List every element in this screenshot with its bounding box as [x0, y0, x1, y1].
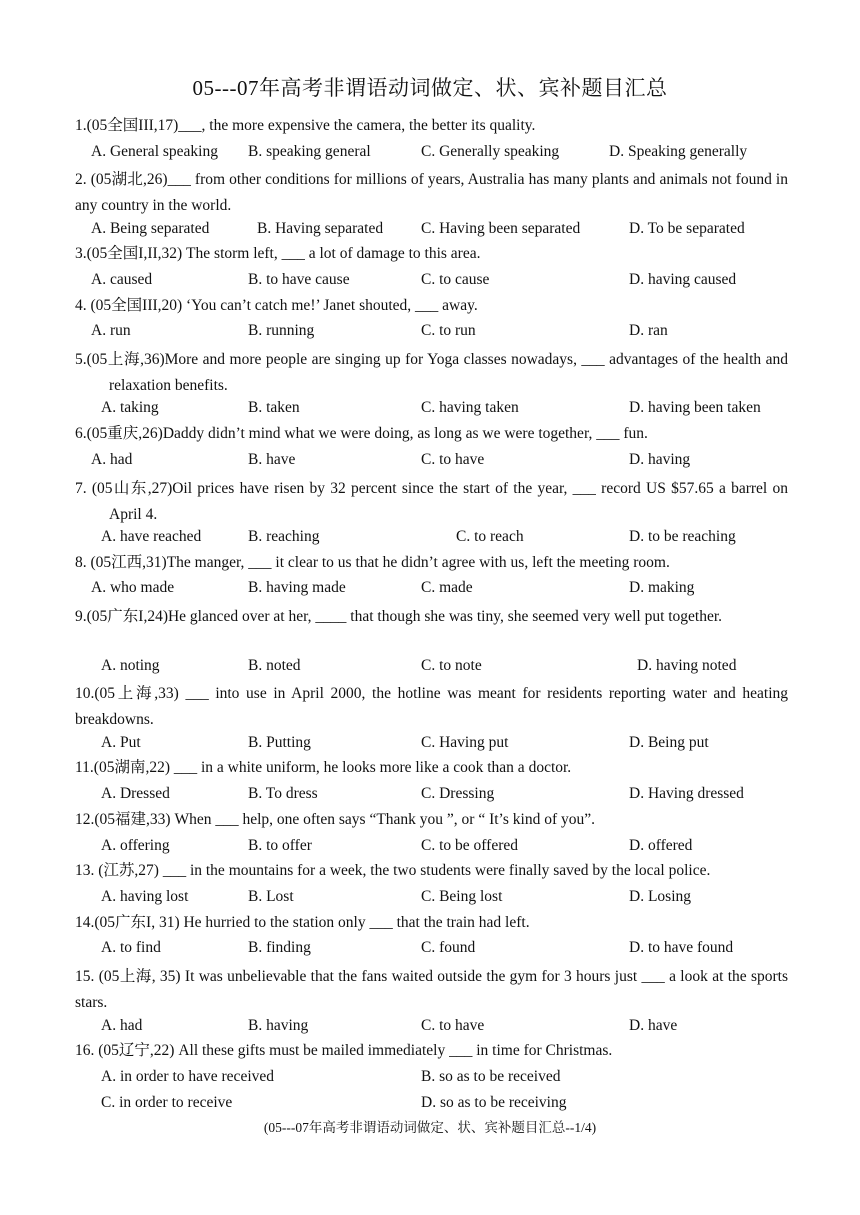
option-d: D. Being put — [629, 734, 709, 751]
option-a: A. noting — [101, 657, 160, 674]
option-a: A. Dressed — [101, 785, 170, 802]
option-b: B. having made — [248, 579, 346, 596]
page-title: 05---07年高考非谓语动词做定、状、宾补题目汇总 — [192, 76, 668, 100]
option-d: D. To be separated — [629, 220, 745, 237]
option-d: D. to be reaching — [629, 528, 736, 545]
option-c: C. Dressing — [421, 785, 495, 802]
question-stem: 11.(05湖南,22) ___ in a white uniform, he looks more like a cook than a doctor. — [75, 759, 572, 776]
option-c: C. Having been separated — [421, 220, 581, 237]
option-b: B. running — [248, 322, 315, 339]
option-b: B. so as to be received — [421, 1068, 561, 1085]
option-c: C. Being lost — [421, 888, 503, 905]
option-c: C. in order to receive — [101, 1094, 233, 1111]
option-c: C. to be offered — [421, 837, 518, 854]
option-d: D. have — [629, 1017, 678, 1034]
option-b: B. reaching — [248, 528, 320, 545]
option-b: B. to have cause — [248, 271, 350, 288]
option-d: D. Having dressed — [629, 785, 744, 802]
option-b: B. taken — [248, 399, 300, 416]
option-a: A. had — [91, 451, 133, 468]
question-stem: 13. (江苏,27) ___ in the mountains for a week, the two students were finally saved by the local police. — [75, 862, 711, 879]
option-b: B. Putting — [248, 734, 311, 751]
option-a: A. caused — [91, 271, 153, 288]
option-d: D. Losing — [629, 888, 691, 905]
option-d: D. Speaking generally — [609, 143, 748, 160]
question-stem: 9.(05广东I,24)He glanced over at her, ____ that though she was tiny, she seemed very well put together. — [75, 608, 723, 625]
option-b: B. having — [248, 1017, 309, 1034]
question-stem: 2. (05湖北,26)___ from other conditions for millions of years, Australia has many plants and animals not found in any country in the world. — [75, 171, 788, 214]
option-a: A. General speaking — [91, 143, 218, 160]
option-c: C. to run — [421, 322, 476, 339]
question-stem: 12.(05福建,33) When ___ help, one often says “Thank you ”, or “ It’s kind of you”. — [75, 811, 595, 828]
question-stem: 5.(05上海,36)More and more people are singing up for Yoga classes nowadays, ___ advantages of the health and relaxation benefits. — [75, 351, 788, 394]
question-stem: 16. (05辽宁,22) All these gifts must be mailed immediately ___ in time for Christmas. — [75, 1042, 613, 1059]
option-d: D. making — [629, 579, 695, 596]
question-stem: 6.(05重庆,26)Daddy didn’t mind what we were doing, as long as we were together, ___ fun. — [75, 425, 648, 442]
option-c: C. to reach — [456, 528, 524, 545]
question-stem: 15. (05上海, 35) It was unbelievable that the fans waited outside the gym for 3 hours just ___ a look at the sports stars. — [75, 968, 788, 1011]
option-a: A. having lost — [101, 888, 189, 905]
option-c: C. to note — [421, 657, 482, 674]
option-a: A. Put — [101, 734, 141, 751]
option-d: D. offered — [629, 837, 693, 854]
option-a: A. had — [101, 1017, 143, 1034]
page-footer: (05---07年高考非谓语动词做定、状、宾补题目汇总--1/4) — [263, 1120, 597, 1135]
option-b: B. have — [248, 451, 296, 468]
option-a: A. in order to have received — [101, 1068, 275, 1085]
option-d: D. having been taken — [629, 399, 761, 416]
question-stem: 1.(05全国III,17)___, the more expensive the camera, the better its quality. — [75, 117, 536, 134]
option-c: C. to have — [421, 1017, 485, 1034]
option-a: A. who made — [91, 579, 175, 596]
option-b: B. noted — [248, 657, 301, 674]
option-c: C. found — [421, 939, 476, 956]
option-b: B. to offer — [248, 837, 312, 854]
option-a: A. run — [91, 322, 131, 339]
option-b: B. Lost — [248, 888, 294, 905]
option-c: C. Generally speaking — [421, 143, 560, 160]
option-c: C. to cause — [421, 271, 490, 288]
option-c: C. Having put — [421, 734, 509, 751]
question-stem: 7. (05山东,27)Oil prices have risen by 32 percent since the start of the year, ___ record US $57.65 a barrel on April 4. — [75, 480, 788, 523]
question-stem: 4. (05全国III,20) ‘You can’t catch me!’ Janet shouted, ___ away. — [75, 297, 478, 314]
option-d: D. having noted — [637, 657, 737, 674]
option-a: A. to find — [101, 939, 161, 956]
option-a: A. have reached — [101, 528, 202, 545]
option-b: B. To dress — [248, 785, 318, 802]
option-b: B. speaking general — [248, 143, 371, 160]
option-c: C. having taken — [421, 399, 519, 416]
option-d: D. having — [629, 451, 691, 468]
question-stem: 14.(05广东I, 31) He hurried to the station only ___ that the train had left. — [75, 914, 530, 931]
option-c: C. to have — [421, 451, 485, 468]
option-c: C. made — [421, 579, 473, 596]
option-b: B. finding — [248, 939, 311, 956]
option-b: B. Having separated — [257, 220, 384, 237]
option-d: D. ran — [629, 322, 668, 339]
question-stem: 10.(05上海,33) ___ into use in April 2000, the hotline was meant for residents reporting water and heating breakdowns. — [75, 685, 788, 728]
option-d: D. to have found — [629, 939, 734, 956]
option-d: D. so as to be receiving — [421, 1094, 567, 1111]
option-a: A. Being separated — [91, 220, 210, 237]
question-stem: 8. (05江西,31)The manger, ___ it clear to us that he didn’t agree with us, left the meeting room. — [75, 554, 670, 571]
option-a: A. offering — [101, 837, 170, 854]
option-a: A. taking — [101, 399, 159, 416]
option-d: D. having caused — [629, 271, 737, 288]
question-stem: 3.(05全国I,II,32) The storm left, ___ a lot of damage to this area. — [75, 245, 481, 262]
